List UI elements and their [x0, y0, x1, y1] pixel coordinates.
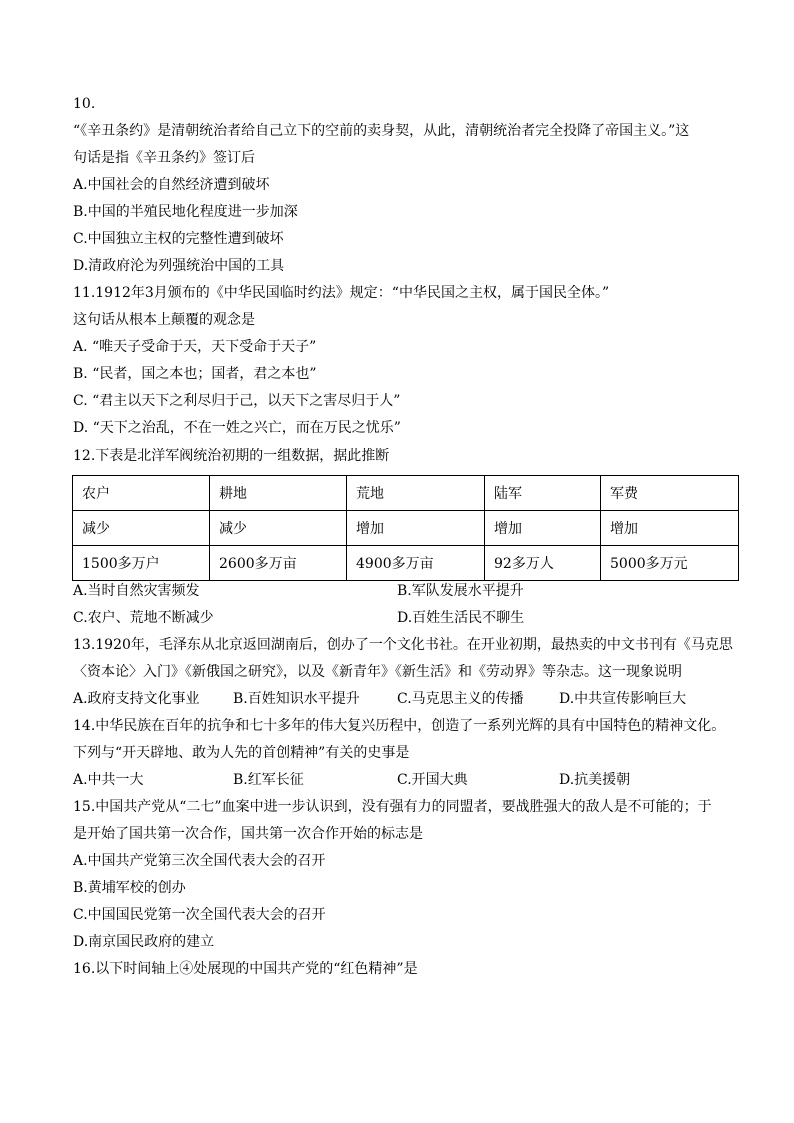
q15-option-c: C.中国国民党第一次全国代表大会的召开 [73, 907, 326, 923]
q14-option-a: A.中共一大 [73, 772, 144, 788]
table-cell: 增加 [485, 511, 601, 546]
q11-option-d: D. “天下之治乱，不在一姓之兴亡，而在万民之忧乐” [73, 420, 401, 436]
q15-option-b: B.黄埔军校的创办 [73, 880, 186, 896]
q15-stem-line2: 是开始了国共第一次合作，国共第一次合作开始的标志是 [73, 826, 423, 842]
table-cell: 5000多万元 [601, 546, 739, 581]
table-header-cell: 荒地 [347, 476, 485, 511]
q15-stem-line1: 15.中国共产党从“二七”血案中进一步认识到，没有强有力的同盟者，要战胜强大的敌人是不可能的；于 [73, 799, 712, 815]
q12-option-d: D.百姓生活民不聊生 [397, 610, 525, 626]
q10-stem-line2: 句话是指《辛丑条约》签订后 [73, 150, 255, 166]
q14-options-row [73, 770, 733, 790]
q14-option-b: B.红军长征 [233, 772, 304, 788]
table-cell: 减少 [73, 511, 210, 546]
q10-number: 10. [73, 96, 96, 112]
table-cell: 增加 [601, 511, 739, 546]
q13-stem-line1: 13.1920年，毛泽东从北京返回湖南后，创办了一个文化书社。在开业初期，最热卖的中文书刊有《马克思 [73, 637, 733, 653]
table-header-row [73, 476, 739, 511]
q14-option-d: D.抗美援朝 [559, 772, 631, 788]
table-row [73, 546, 739, 581]
q12-option-b: B.军队发展水平提升 [397, 583, 524, 599]
table-cell: 2600多万亩 [210, 546, 347, 581]
q11-stem-line1: 11.1912年3月颁布的《中华民国临时约法》规定：“中华民国之主权，属于国民全体。” [73, 285, 610, 301]
table-header-cell: 耕地 [210, 476, 347, 511]
q14-stem-line1: 14.中华民族在百年的抗争和七十多年的伟大复兴历程中，创造了一系列光辉的具有中国特色的精神文化。 [73, 718, 726, 734]
q16-stem: 16.以下时间轴上④处展现的中国共产党的“红色精神”是 [73, 961, 418, 977]
q11-stem-line2: 这句话从根本上颠覆的观念是 [73, 312, 255, 328]
q15-option-d: D.南京国民政府的建立 [73, 934, 215, 950]
q13-option-d: D.中共宣传影响巨大 [559, 691, 687, 707]
table-header-cell: 军费 [601, 476, 739, 511]
table-cell: 92多万人 [485, 546, 601, 581]
table-header-cell: 陆军 [485, 476, 601, 511]
q12-option-c: C.农户、荒地不断减少 [73, 610, 214, 626]
q13-option-b: B.百姓知识水平提升 [233, 691, 360, 707]
q13-option-a: A.政府支持文化事业 [73, 691, 200, 707]
table-cell: 增加 [347, 511, 485, 546]
q15-option-a: A.中国共产党第三次全国代表大会的召开 [73, 853, 326, 869]
q12-options-row2 [73, 608, 733, 628]
q13-option-c: C.马克思主义的传播 [397, 691, 524, 707]
q10-option-c: C.中国独立主权的完整性遭到破坏 [73, 231, 284, 247]
q12-options-row1 [73, 581, 733, 601]
q10-option-a: A.中国社会的自然经济遭到破坏 [73, 177, 270, 193]
q13-options-row [73, 689, 733, 709]
q10-option-d: D.清政府沦为列强统治中国的工具 [73, 258, 285, 274]
table-cell: 减少 [210, 511, 347, 546]
q10-stem-line1: “《辛丑条约》是清朝统治者给自己立下的空前的卖身契，从此，清朝统治者完全投降了帝国主义。”这 [73, 123, 690, 139]
q12-option-a: A.当时自然灾害频发 [73, 583, 200, 599]
q11-option-c: C. “君主以天下之利尽归于己，以天下之害尽归于人” [73, 393, 401, 409]
table-cell: 1500多万户 [73, 546, 210, 581]
q14-option-c: C.开国大典 [397, 772, 468, 788]
q11-option-b: B. “民者，国之本也；国者，君之本也” [73, 366, 317, 382]
q13-stem-line2: 〈资本论〉入门》《新俄国之研究》，以及《新青年》《新生活》和《劳动界》等杂志。这一现象说明 [73, 664, 682, 680]
q11-option-a: A. “唯天子受命于天，天下受命于天子” [73, 339, 317, 355]
q10-option-b: B.中国的半殖民地化程度进一步加深 [73, 204, 298, 220]
table-cell: 4900多万亩 [347, 546, 485, 581]
table-header-cell: 农户 [73, 476, 210, 511]
table-row [73, 511, 739, 546]
q12-stem: 12.下表是北洋军阀统治初期的一组数据，据此推断 [73, 448, 390, 464]
q14-stem-line2: 下列与“开天辟地、敢为人先的首创精神”有关的史事是 [73, 745, 410, 761]
q12-data-table [72, 475, 739, 581]
